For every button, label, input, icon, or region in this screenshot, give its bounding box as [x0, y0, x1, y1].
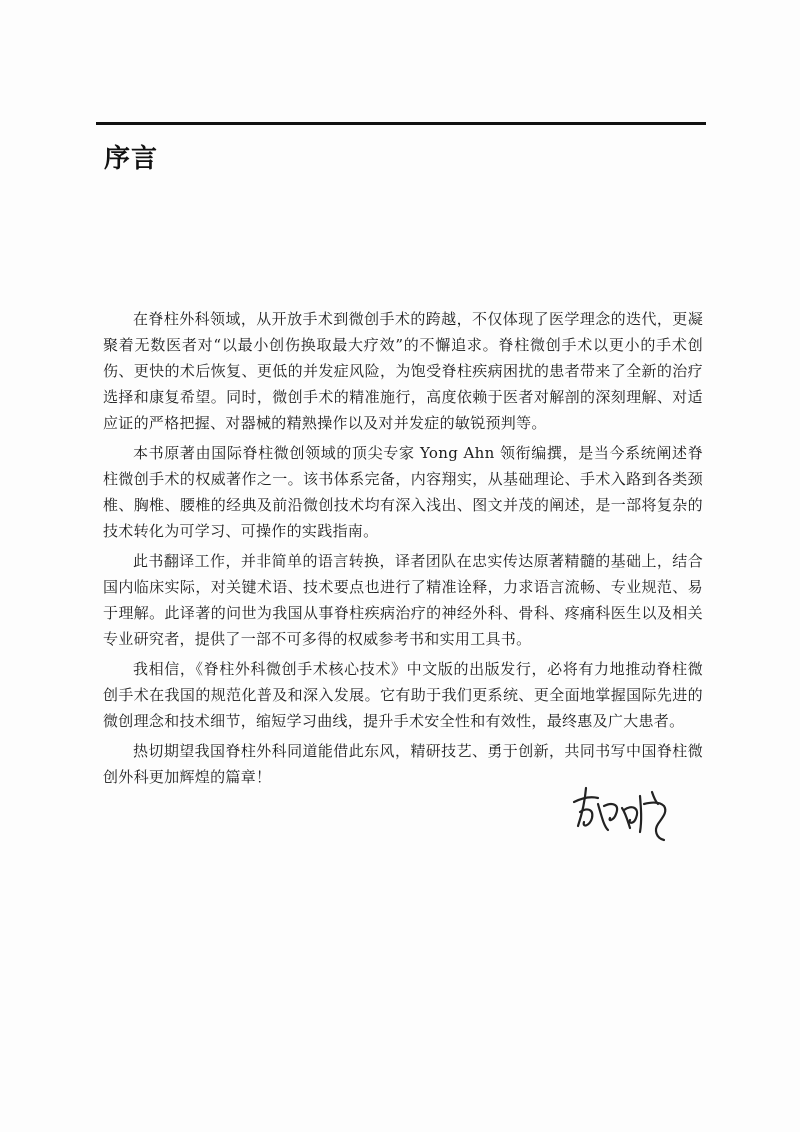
paragraph-3: 此书翻译工作，并非简单的语言转换，译者团队在忠实传达原著精髓的基础上，结合国内临床实际，对关键术语、技术要点也进行了精准诠释，力求语言流畅、专业规范、易于理解。此译著的问世为我国从事脊柱疾病治疗的神经外科、骨科、疼痛科医生以及相关专业研究者，提供了一部不可多得的权威参考书和实用工具书。: [103, 552, 703, 648]
page-title: 序言: [104, 144, 159, 174]
paragraph-5: 热切期望我国脊柱外科同道能借此东风，精研技艺、勇于创新，共同书写中国脊柱微创外科更加辉煌的篇章！: [103, 742, 703, 786]
paragraph-4: 我相信，《脊柱外科微创手术核心技术》中文版的出版发行，必将有力地推动脊柱微创手术在我国的规范化普及和深入发展。它有助于我们更系统、更全面地掌握国际先进的微创理念和技术细节，缩短学习曲线，提升手术安全性和有效性，最终惠及广大患者。: [103, 660, 703, 730]
paragraph-1: 在脊柱外科领域，从开放手术到微创手术的跨越，不仅体现了医学理念的迭代，更凝聚着无数医者对“以最小创伤换取最大疗效”的不懈追求。脊柱微创手术以更小的手术创伤、更快的术后恢复、更低的并发症风险，为饱受脊柱疾病困扰的患者带来了全新的治疗选择和康复希望。同时，微创手术的精准施行，高度依赖于医者对解剖的深刻理解、对适应证的严格把握、对器械的精熟操作以及对并发症的敏锐预判等。: [103, 310, 703, 432]
preface-body: [103, 306, 703, 794]
paragraph-2: 本书原著由国际脊柱微创领域的顶尖专家 Yong Ahn 领衔编撰，是当今系统阐述脊柱微创手术的权威著作之一。该书体系完备，内容翔实，从基础理论、手术入路到各类颈椎、胸椎、腰椎的经典及前沿微创技术均有深入浅出、图文并茂的阐述，是一部将复杂的技术转化为可学习、可操作的实践指南。: [103, 444, 703, 540]
signature-icon: [568, 778, 688, 848]
header-rule: [96, 122, 706, 125]
handwritten-signature: [568, 778, 688, 848]
